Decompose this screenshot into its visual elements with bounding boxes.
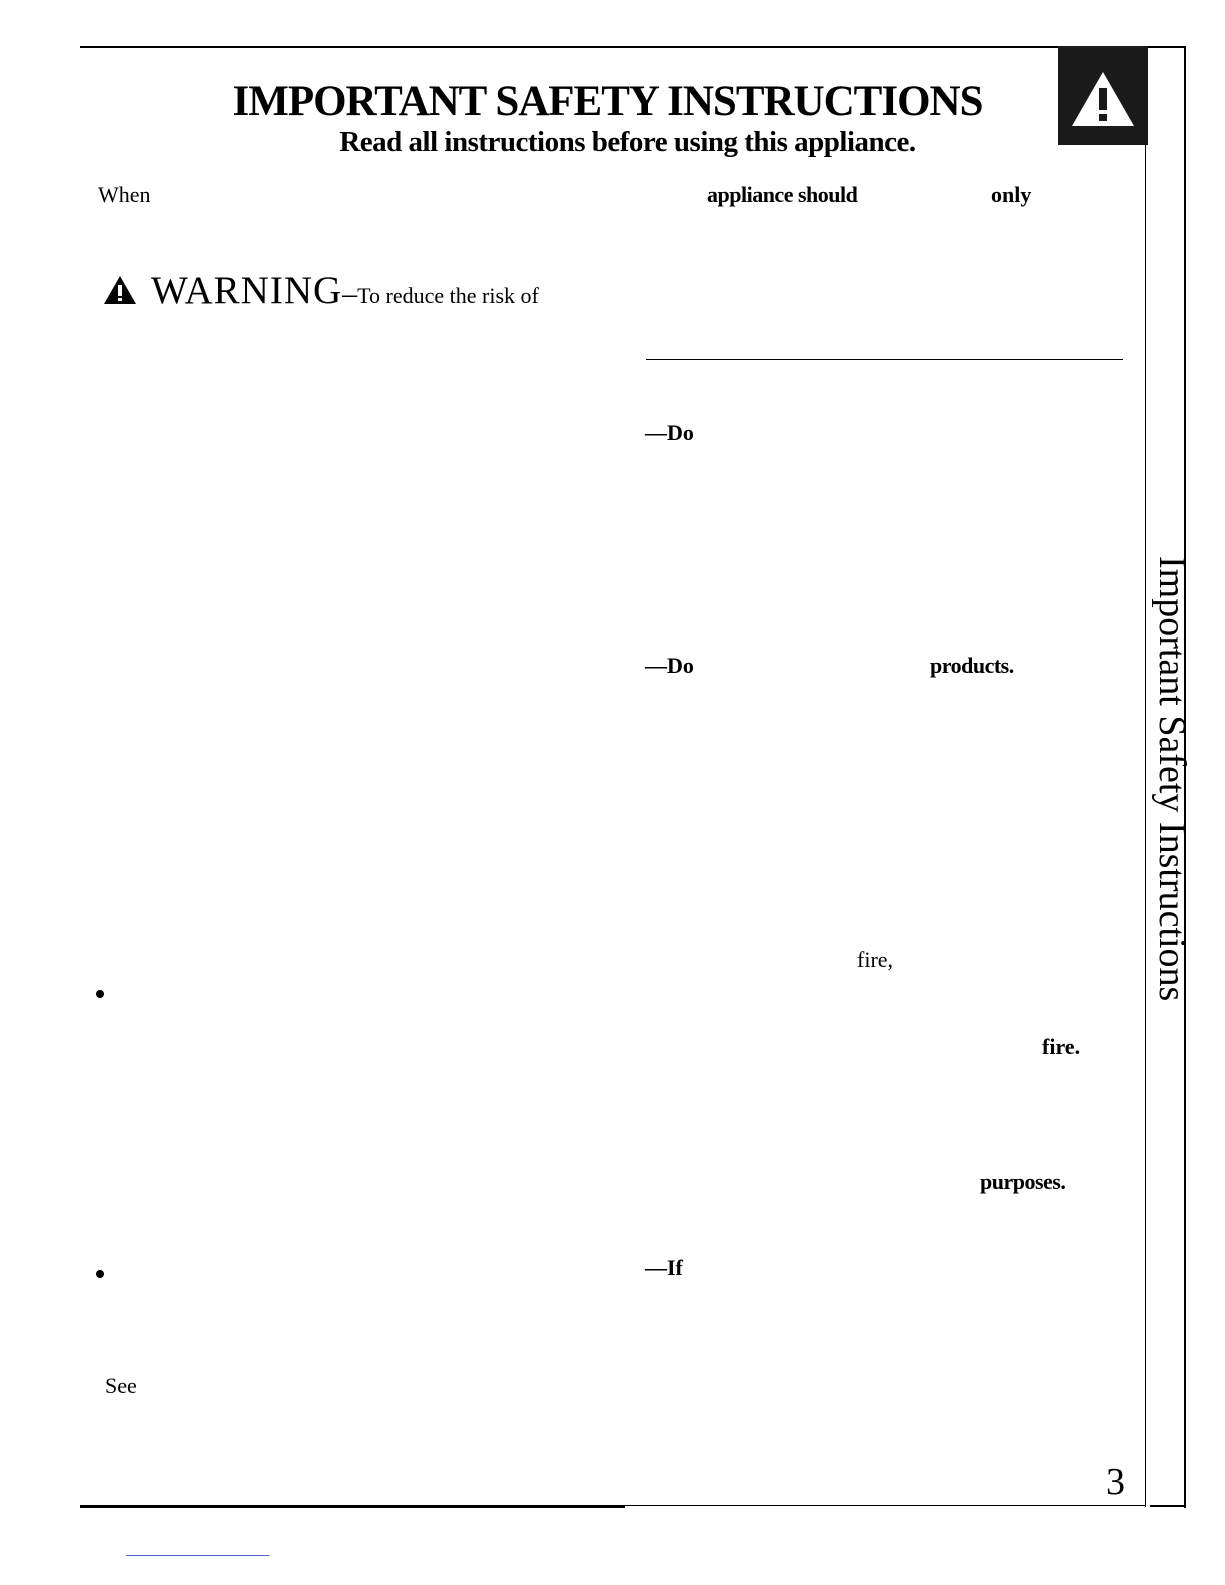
- warning-triangle-icon: [1070, 70, 1136, 128]
- sidebar-section-title: Important Safety Instructions: [1151, 556, 1193, 1002]
- bottom-rule: [80, 1505, 625, 1508]
- page-subtitle: Read all instructions before using this appliance.: [339, 126, 916, 158]
- products-fragment: products.: [930, 653, 1014, 678]
- footer-link-underline: [126, 1555, 269, 1556]
- page-title: IMPORTANT SAFETY INSTRUCTIONS: [232, 78, 983, 125]
- page-number: 3: [1106, 1461, 1125, 1503]
- intro-only: only: [991, 182, 1032, 207]
- warning-text: To reduce the risk of: [357, 283, 539, 308]
- warning-small-icon: [103, 275, 137, 305]
- purposes-fragment: purposes.: [980, 1169, 1066, 1194]
- bullet-2: [96, 1270, 104, 1278]
- warning-dash: –: [342, 277, 358, 310]
- column-rule: [646, 359, 1123, 360]
- do-fragment-1: —Do: [645, 420, 694, 445]
- bullet-1: [96, 990, 104, 998]
- bottom-rule-sidebar: [1150, 1505, 1186, 1507]
- warning-label: WARNING: [151, 269, 343, 312]
- see-fragment: See: [105, 1373, 137, 1398]
- if-fragment: —If: [645, 1255, 683, 1280]
- intro-appliance-should: appliance should: [707, 182, 858, 207]
- warning-icon-box: [1058, 46, 1148, 145]
- intro-when: When: [98, 182, 151, 207]
- bottom-rule-right: [625, 1505, 1145, 1506]
- sidebar-divider: [1145, 145, 1146, 1507]
- top-rule: [80, 46, 1186, 48]
- fire-fragment-2: fire.: [1042, 1034, 1081, 1059]
- do-fragment-2: —Do: [645, 653, 694, 678]
- fire-fragment-1: fire,: [857, 947, 894, 972]
- warning-heading: [103, 268, 539, 313]
